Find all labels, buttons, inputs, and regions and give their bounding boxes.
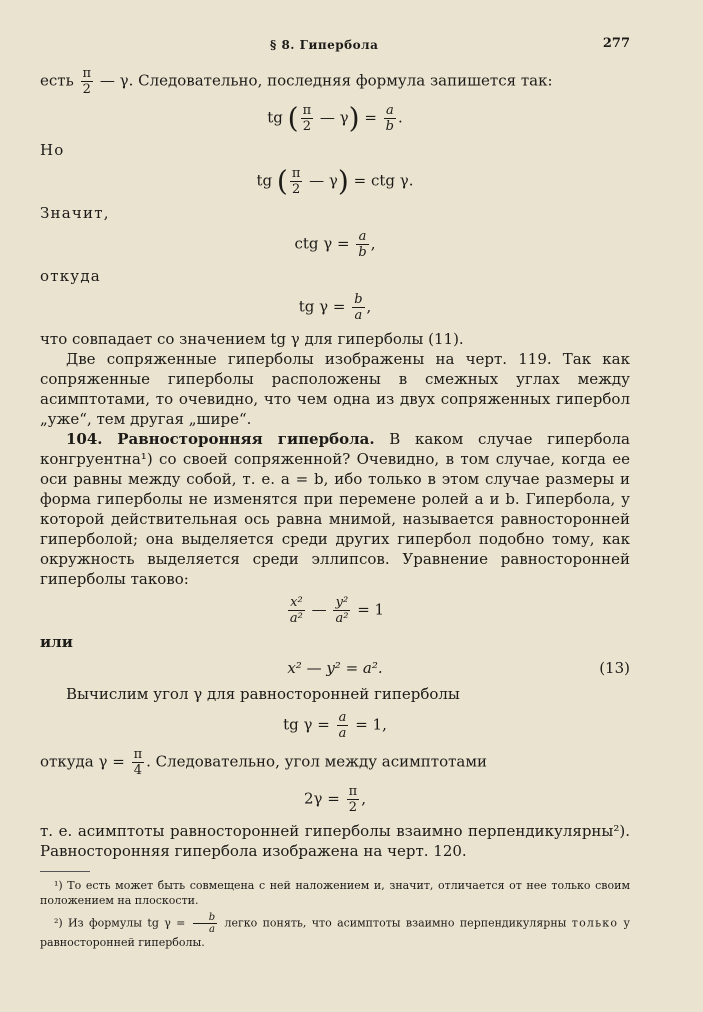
page-header xyxy=(40,30,630,54)
word-otkuda: откуда xyxy=(40,267,101,285)
formula-8: 2γ = $\frac{\pi}{2}$ , xyxy=(304,784,366,815)
word-ili: или xyxy=(40,633,73,651)
text-line xyxy=(40,66,630,97)
paragraph-1: что совпадает со значением tg γ для гиперболы (11). xyxy=(40,330,464,348)
equation-number: (13) xyxy=(599,659,630,677)
word-znachit: Значит, xyxy=(40,204,110,222)
paragraph-4: Вычислим угол γ для равносторонней гиперболы xyxy=(66,685,460,703)
paragraph-2: Две сопряженные гиперболы изображены на черт. 119. Так как сопряженные гиперболы расположены в смежных углах между асимптотами, то очевидно, что чем одна из двух сопряженных гипербол „уже“, тем другая „шире“. xyxy=(40,350,630,428)
formula-4: tg γ = $\frac{b}{a}$ , xyxy=(298,292,372,323)
footnote-divider xyxy=(40,871,90,872)
tg-symbol: tg xyxy=(267,108,283,127)
page-number: 277 xyxy=(602,36,630,51)
book-page xyxy=(40,30,630,950)
formula-2: tg ( $\frac{\pi}{2}$ — γ) = ctg γ. xyxy=(256,164,414,198)
paragraph-6: т. е. асимптоты равносторонней гиперболы взаимно перпендикулярны²). Равносторонняя гипербола изображена на черт. 120. xyxy=(40,822,630,860)
formula-7: tg γ = $\frac{a}{a}$ = 1, xyxy=(283,710,387,741)
formula-3: ctg γ = $\frac{a}{b}$ , xyxy=(294,229,376,260)
paragraph-3 xyxy=(40,429,630,589)
fraction: $\frac{a}{b}$ xyxy=(385,103,394,134)
footnote-1: ¹) То есть может быть совмещена с ней наложением и, значит, отличается от нее только своим положением на плоскости. xyxy=(40,879,630,907)
paragraph-5: откуда γ = $\frac{\pi}{4}$ . Следовательно, угол между асимптотами xyxy=(40,747,488,778)
text: есть xyxy=(40,71,74,90)
formula-6: x² — y² = a². (13) xyxy=(287,659,630,677)
section-heading: Равносторонняя гипербола. xyxy=(117,430,375,448)
paragraph-text: В каком случае гипербола конгруентна¹) со своей сопряженной? Очевидно, в том случае, когда ее оси равны между собой, т. е. a = b, ибо только в этом случае размеры и форма гиперболы не изменятся при перемене ролей a и b. Гипербола, у которой действительная ось равна мнимой, называется равносторонней гиперболой; она выделяется среди других гипербол подобно тому, как окружность выделяется среди эллипсов. Уравнение равносторонней гиперболы таково: xyxy=(40,430,630,588)
fraction: $\frac{\pi}{2}$ xyxy=(82,66,92,97)
text: = ctg γ. xyxy=(353,171,414,190)
section-title: § 8. Гипербола xyxy=(270,38,379,52)
text: — γ. Следовательно, последняя формула запишется так: xyxy=(99,71,553,90)
formula-5: $\frac{\text{x²}}{\text{a²}}$ — $\frac{\text{y²}}{\text{a²}}$ = 1 xyxy=(289,595,385,626)
footnote-2: ²) Из формулы tg γ = $\frac{b}{a}$ легко понять, что асимптоты взаимно перпендикулярны только у равносторонней гиперболы. xyxy=(40,912,631,949)
word-no: Но xyxy=(40,141,65,159)
formula-1: tg ( $\frac{\pi}{2}$ — γ) = $\frac{a}{b}$ . xyxy=(267,101,403,135)
section-number: 104. xyxy=(66,430,103,448)
